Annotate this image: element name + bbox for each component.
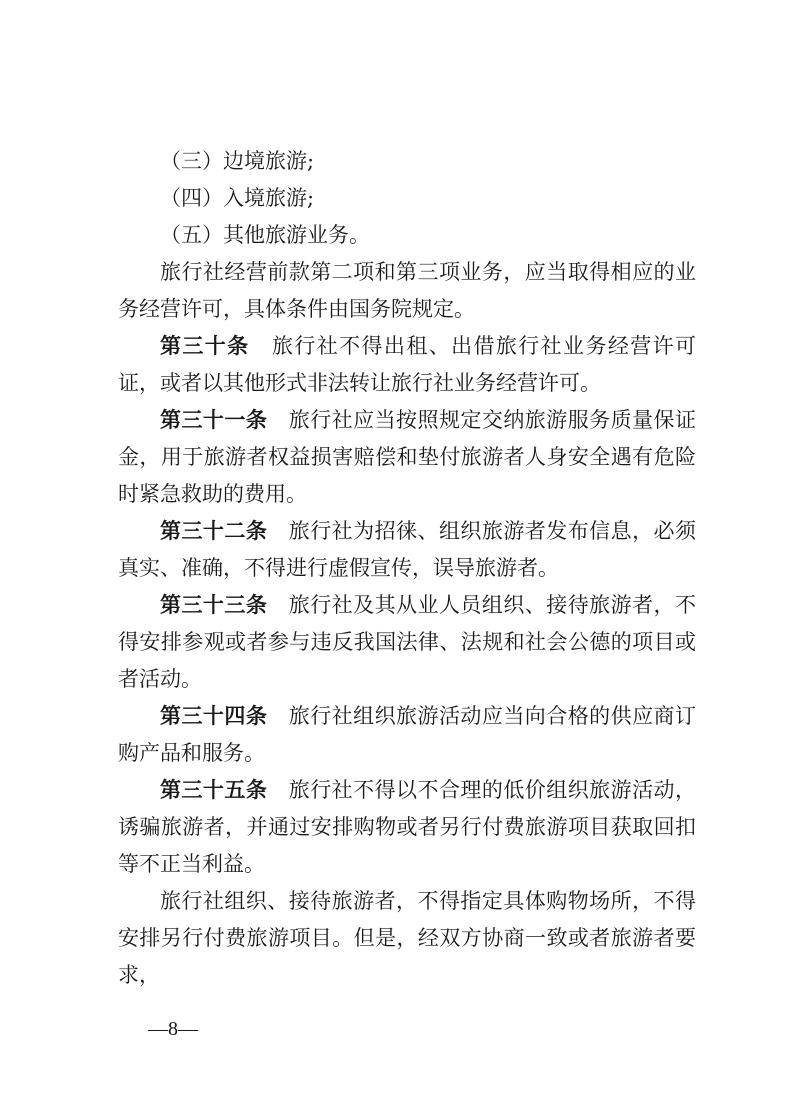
article-text: 旅行社不得出租、出借旅行社业务经营许可证，或者以其他形式非法转让旅行社业务经营许可。 xyxy=(118,334,697,395)
article-text: 旅行社为招徕、组织旅游者发布信息，必须真实、准确，不得进行虚假宣传，误导旅游者。 xyxy=(118,519,697,580)
article-35 xyxy=(118,772,696,883)
article-label: 第三十一条 xyxy=(160,408,268,432)
article-33 xyxy=(118,587,696,698)
article-label: 第三十五条 xyxy=(160,778,268,802)
article-label: 第三十三条 xyxy=(160,593,268,617)
article-text: 旅行社不得以不合理的低价组织旅游活动，诱骗旅游者，并通过安排购物或者另行付费旅游项目获取回扣等不正当利益。 xyxy=(118,778,697,876)
page-number: —8— xyxy=(148,1018,198,1040)
paragraph-license: 旅行社经营前款第二项和第三项业务，应当取得相应的业务经营许可，具体条件由国务院规定。 xyxy=(118,260,696,321)
paragraph-shopping: 旅行社组织、接待旅游者，不得指定具体购物场所，不得安排另行付费旅游项目。但是，经双方协商一致或者旅游者要求， xyxy=(118,889,696,987)
article-label: 第三十四条 xyxy=(160,704,268,728)
article-30 xyxy=(118,328,696,402)
article-label: 第三十条 xyxy=(160,334,250,358)
document-body xyxy=(118,143,696,994)
article-32 xyxy=(118,513,696,587)
list-item-other-business: （五）其他旅游业务。 xyxy=(160,223,370,247)
article-text: 旅行社应当按照规定交纳旅游服务质量保证金，用于旅游者权益损害赔偿和垫付旅游者人身安全遇有危险时紧急救助的费用。 xyxy=(118,408,697,506)
list-item-border-tourism: （三）边境旅游; xyxy=(160,149,315,173)
article-text: 旅行社组织旅游活动应当向合格的供应商订购产品和服务。 xyxy=(118,704,697,765)
list-item-inbound-tourism: （四）入境旅游; xyxy=(160,186,315,210)
article-text: 旅行社及其从业人员组织、接待旅游者，不得安排参观或者参与违反我国法律、法规和社会公德的项目或者活动。 xyxy=(118,593,697,691)
article-34 xyxy=(118,698,696,772)
article-31 xyxy=(118,402,696,513)
article-label: 第三十二条 xyxy=(160,519,268,543)
